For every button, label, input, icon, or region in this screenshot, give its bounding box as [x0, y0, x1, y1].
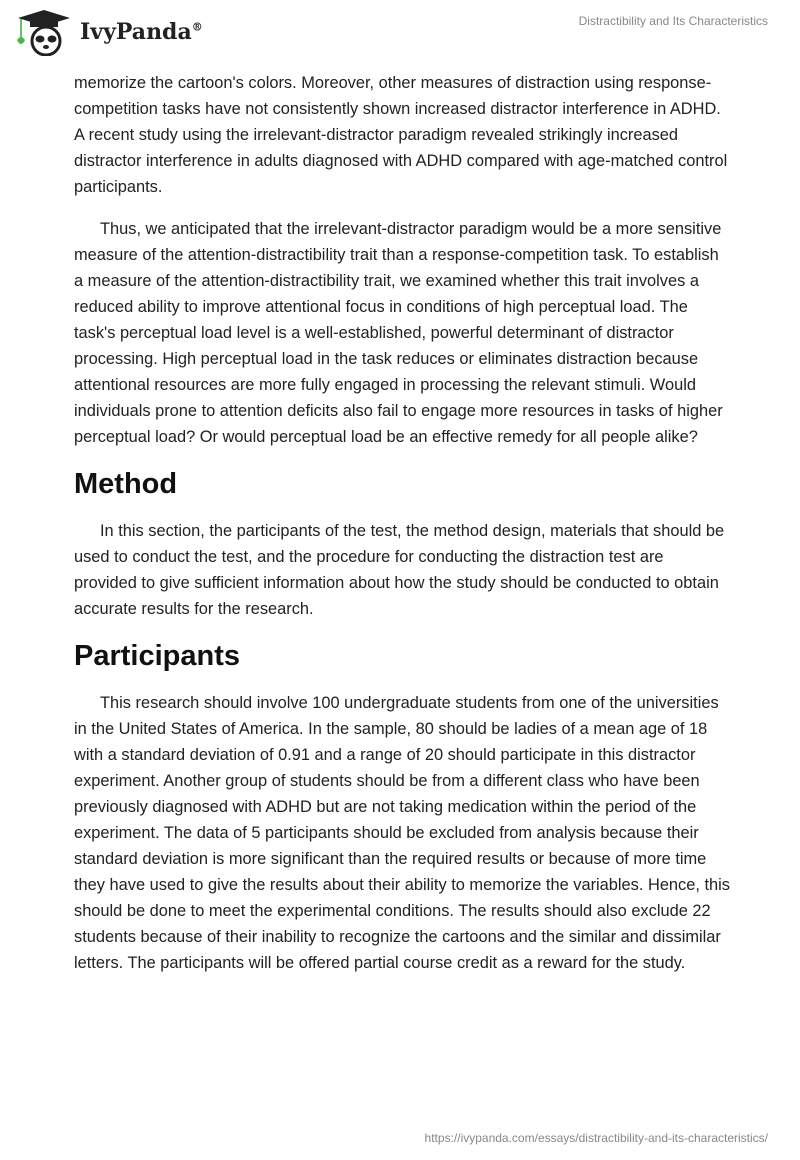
intro-paragraph: memorize the cartoon's colors. Moreover, other measures of distraction using response-competition tasks have not consistently shown increased distractor interference in ADHD. A recent study using the irrelevant-distractor paradigm revealed strikingly increased distractor interference in adults diagnosed with ADHD compared with age-matched control participants. — [74, 74, 728, 196]
essay-content — [74, 70, 730, 992]
logo-text: IvyPanda® — [80, 19, 203, 45]
ivypanda-logo[interactable] — [16, 8, 203, 56]
document-title: Distractibility and Its Characteristics — [578, 14, 768, 28]
page-header — [0, 0, 800, 62]
method-paragraph: In this section, the participants of the test, the method design, materials that should be used to conduct the test, and the procedure for conducting the distraction test are provided to give sufficient information about how the study should be conducted to obtain accurate results for the research. — [74, 522, 725, 618]
method-heading: Method — [74, 468, 178, 500]
participants-heading: Participants — [74, 640, 240, 672]
footer-url[interactable]: https://ivypanda.com/essays/distractibility-and-its-characteristics/ — [424, 1131, 768, 1145]
panda-graduate-icon — [16, 8, 72, 56]
paragraph: Thus, we anticipated that the irrelevant-distractor paradigm would be a more sensitive measure of the attention-distractibility trait than a response-competition task. To establish a measure of the attention-distractibility trait, we examined whether this trait involves a reduced ability to improve attentional focus in conditions of high perceptual load. The task's perceptual load level is a well-established, powerful determinant of distractor processing. High perceptual load in the task reduces or eliminates distraction because attentional resources are more fully engaged in processing the relevant stimuli. Would individuals prone to attention deficits also fail to engage more resources in tasks of higher perceptual load? Or would perceptual load be an effective remedy for all people alike? — [74, 220, 723, 446]
participants-paragraph: This research should involve 100 undergraduate students from one of the universities in the United States of America. In the sample, 80 should be ladies of a mean age of 18 with a standard deviation of 0.91 and a range of 20 should participate in this distractor experiment. Another group of students should be from a different class who have been previously diagnosed with ADHD but are not taking medication within the period of the experiment. The data of 5 participants should be excluded from analysis because their standard deviation is more significant than the required results or because of more time they have used to give the results about their ability to memorize the variables. Hence, this should be done to meet the experimental conditions. The results should also exclude 22 students because of their inability to recognize the cartoons and the similar and dissimilar letters. The participants will be offered partial course credit as a reward for the study. — [74, 694, 730, 972]
